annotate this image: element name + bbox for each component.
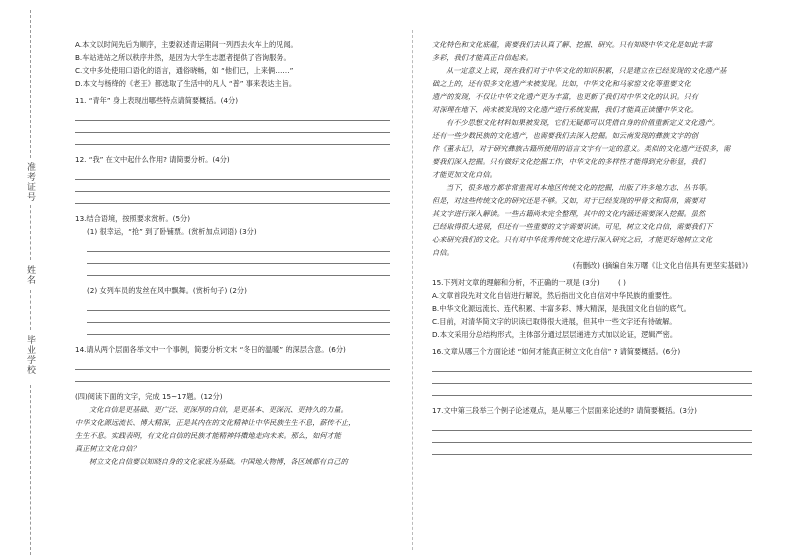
passage-line: 从一定意义上说，现在我们对于中华文化的知识积累，只是建立在已经发现的文化遗产基	[446, 66, 727, 75]
option-c: C.文中多处使用口语化的语言，通俗晓畅，如 “他们已，上来俩……”	[75, 66, 294, 75]
school-label: 毕业学校	[25, 335, 35, 375]
question-15-text: 15.下列对文章的理解和分析，不正确的一项是 (3分)	[432, 278, 600, 287]
answer-line	[432, 443, 752, 455]
passage-line: 有不少思想文化材料如果被发现，它们无疑都可以凭借自身的价值重新定义文化遗产。	[446, 118, 720, 127]
question-11: 11. “青年” 身上表现出哪些特点请简要概括。(4分)	[75, 96, 239, 105]
answer-line	[75, 121, 390, 133]
answer-line	[432, 360, 752, 372]
option-c: C.目前，对清华简文字的识读已取得很大进展，但其中一些文字还有待破解。	[432, 317, 677, 326]
passage-line: 已经取得很大进展，但还有一些重要的文字需要识读。可见，树立文化自信，需要我们下	[432, 222, 713, 231]
question-13-2: (2) 女列车员的发丝在风中飘舞。(赏析句子) (2分)	[87, 286, 247, 295]
column-divider	[412, 30, 413, 550]
answer-area-16[interactable]	[432, 360, 752, 396]
answer-line	[432, 431, 752, 443]
answer-area-14[interactable]	[75, 358, 390, 382]
answer-area-13-1[interactable]	[75, 240, 390, 276]
answer-bracket[interactable]: ( )	[618, 278, 626, 287]
answer-line	[87, 264, 390, 276]
passage-line: 树立文化自信要以知晓自身的文化家底为基础。中国地大物博，各区域都有自己的	[89, 457, 348, 466]
passage-line: 但是，对这些传统文化的研究还是不够。又如，对于已经发现的甲骨文和简帛，需要对	[432, 196, 706, 205]
answer-line	[75, 109, 390, 121]
right-column	[432, 38, 752, 463]
passage-line: 文化特色和文化底蕴，需要我们去认真了解、挖掘、研究。只有知晓中华文化是如此丰富	[432, 40, 713, 49]
option-b: B.中华文化源远流长、连代积累、丰富多彩、博大精深，是我国文化自信的底气。	[432, 304, 691, 313]
answer-line	[75, 192, 390, 204]
answer-line	[432, 372, 752, 384]
question-13-1: (1) 很幸运，“抢” 到了卧铺票。(赏析加点词语) (3分)	[87, 227, 257, 236]
answer-line	[75, 180, 390, 192]
answer-line	[432, 419, 752, 431]
question-12: 12. “我” 在文中起什么作用? 请简要分析。(4分)	[75, 155, 230, 164]
option-d: D.本文与杨绛的《老王》都选取了生活中的凡人 “普” 事来表达主旨。	[75, 79, 297, 88]
option-d: D.本文采用分总结构形式，主体部分通过层层递进方式加以论证，逻辑严密。	[432, 330, 678, 339]
option-a: A.文章首段先对文化自信进行解说，然后指出文化自信对中华民族的重要性。	[432, 291, 677, 300]
passage-line: 真正树立文化自信？	[75, 444, 140, 453]
answer-line	[75, 168, 390, 180]
passage-line: 其文字进行深入解读。一些古籍尚未完全整理，其中的文化内涵还需要深入挖掘。虽然	[432, 209, 706, 218]
passage-line: 作《董永记》，对于研究彝族古籍所使用的语言文字有一定的意义。类似的文化遗产还很多，需	[432, 144, 731, 153]
passage-line: 础之上的，还有很多文化遗产未被发现。比如，中华文化和马家窑文化等重要文化	[432, 79, 691, 88]
dashed-line	[30, 10, 31, 158]
question-13: 13.结合语境，按照要求赏析。(5分)	[75, 214, 191, 223]
passage-line: 当下，很多地方都非常重视对本地区传统文化的挖掘，出版了许多地方志、丛书等。	[446, 183, 712, 192]
question-16: 16.文章从哪三个方面论述 “如何才能真正树立文化自信” ? 请简要概括。(6分)	[432, 347, 681, 356]
answer-area-12[interactable]	[75, 168, 390, 204]
answer-line	[75, 358, 390, 370]
answer-line	[87, 252, 390, 264]
answer-line	[87, 323, 390, 335]
passage-line: 遗产的发现，不仅让中华文化遗产更为丰富，也更新了我们对中华文化的认识。只有	[432, 92, 698, 101]
passage-line: 对深埋在地下、尚未被发现的文化遗产进行系统发掘，我们才能真正读懂中华文化。	[432, 105, 698, 114]
passage-line: 文化自信是更基础、更广泛、更深厚的自信，是更基本、更深沉、更持久的力量。	[89, 405, 348, 414]
question-17: 17.文中第三段举三个例子论述观点，是从哪三个层面来论述的? 请简要概括。(3分)	[432, 406, 697, 415]
answer-line	[432, 384, 752, 396]
passage-line: 中华文化源远流长、博大精深，正是其内在的文化精神让中华民族生生不息，薪传不止，	[75, 418, 356, 427]
passage-line: 要我们深入挖掘。只有做好文化挖掘工作，中华文化的多样性才能得到充分彰显，我们	[432, 157, 706, 166]
exam-number-label: 准考证号	[25, 162, 35, 202]
answer-line	[87, 240, 390, 252]
answer-area-13-2[interactable]	[75, 299, 390, 335]
left-column	[75, 38, 390, 468]
passage-line: 心来研究我们的文化。只有对中华优秀传统文化进行深入研究之后，才能更好地树立文化	[432, 235, 713, 244]
passage-line: 自信。	[432, 248, 454, 257]
dashed-line	[30, 385, 31, 555]
answer-line	[87, 299, 390, 311]
passage-line: 还有一些少数民族的文化遗产，也需要我们去深入挖掘。如云南发现的彝族文字的创	[432, 131, 698, 140]
dashed-line	[30, 205, 31, 260]
answer-line	[75, 133, 390, 145]
option-a: A.本文以时间先后为顺序，主要叙述青运期间一列西去火车上的见闻。	[75, 40, 298, 49]
binding-margin	[0, 0, 60, 560]
answer-area-11[interactable]	[75, 109, 390, 145]
answer-line	[75, 370, 390, 382]
name-label: 姓名	[25, 265, 35, 285]
answer-area-17[interactable]	[432, 419, 752, 455]
question-15	[432, 276, 752, 289]
answer-line	[87, 311, 390, 323]
dashed-line	[30, 290, 31, 330]
passage-line: 多彩，我们才能真正自信起来。	[432, 53, 533, 62]
option-b: B.车站进站之所以秩序井然，是因为大学生志愿者提供了咨询服务。	[75, 53, 291, 62]
section-heading: (四)阅读下面的文字，完成 15~17题。(12分)	[75, 392, 223, 401]
question-14: 14.请从两个层面各举文中一个事例，简要分析文末 “冬日的温暖” 的深层含意。(6分)	[75, 345, 346, 354]
source-citation: (有删改) (摘编自朱万曙《让文化自信具有更坚实基础》)	[572, 261, 748, 270]
passage-line: 生生不息。实践表明，有文化自信的民族才能精神抖擞地走向未来。那么，如何才能	[75, 431, 341, 440]
passage-line: 才能更加文化自信。	[432, 170, 497, 179]
